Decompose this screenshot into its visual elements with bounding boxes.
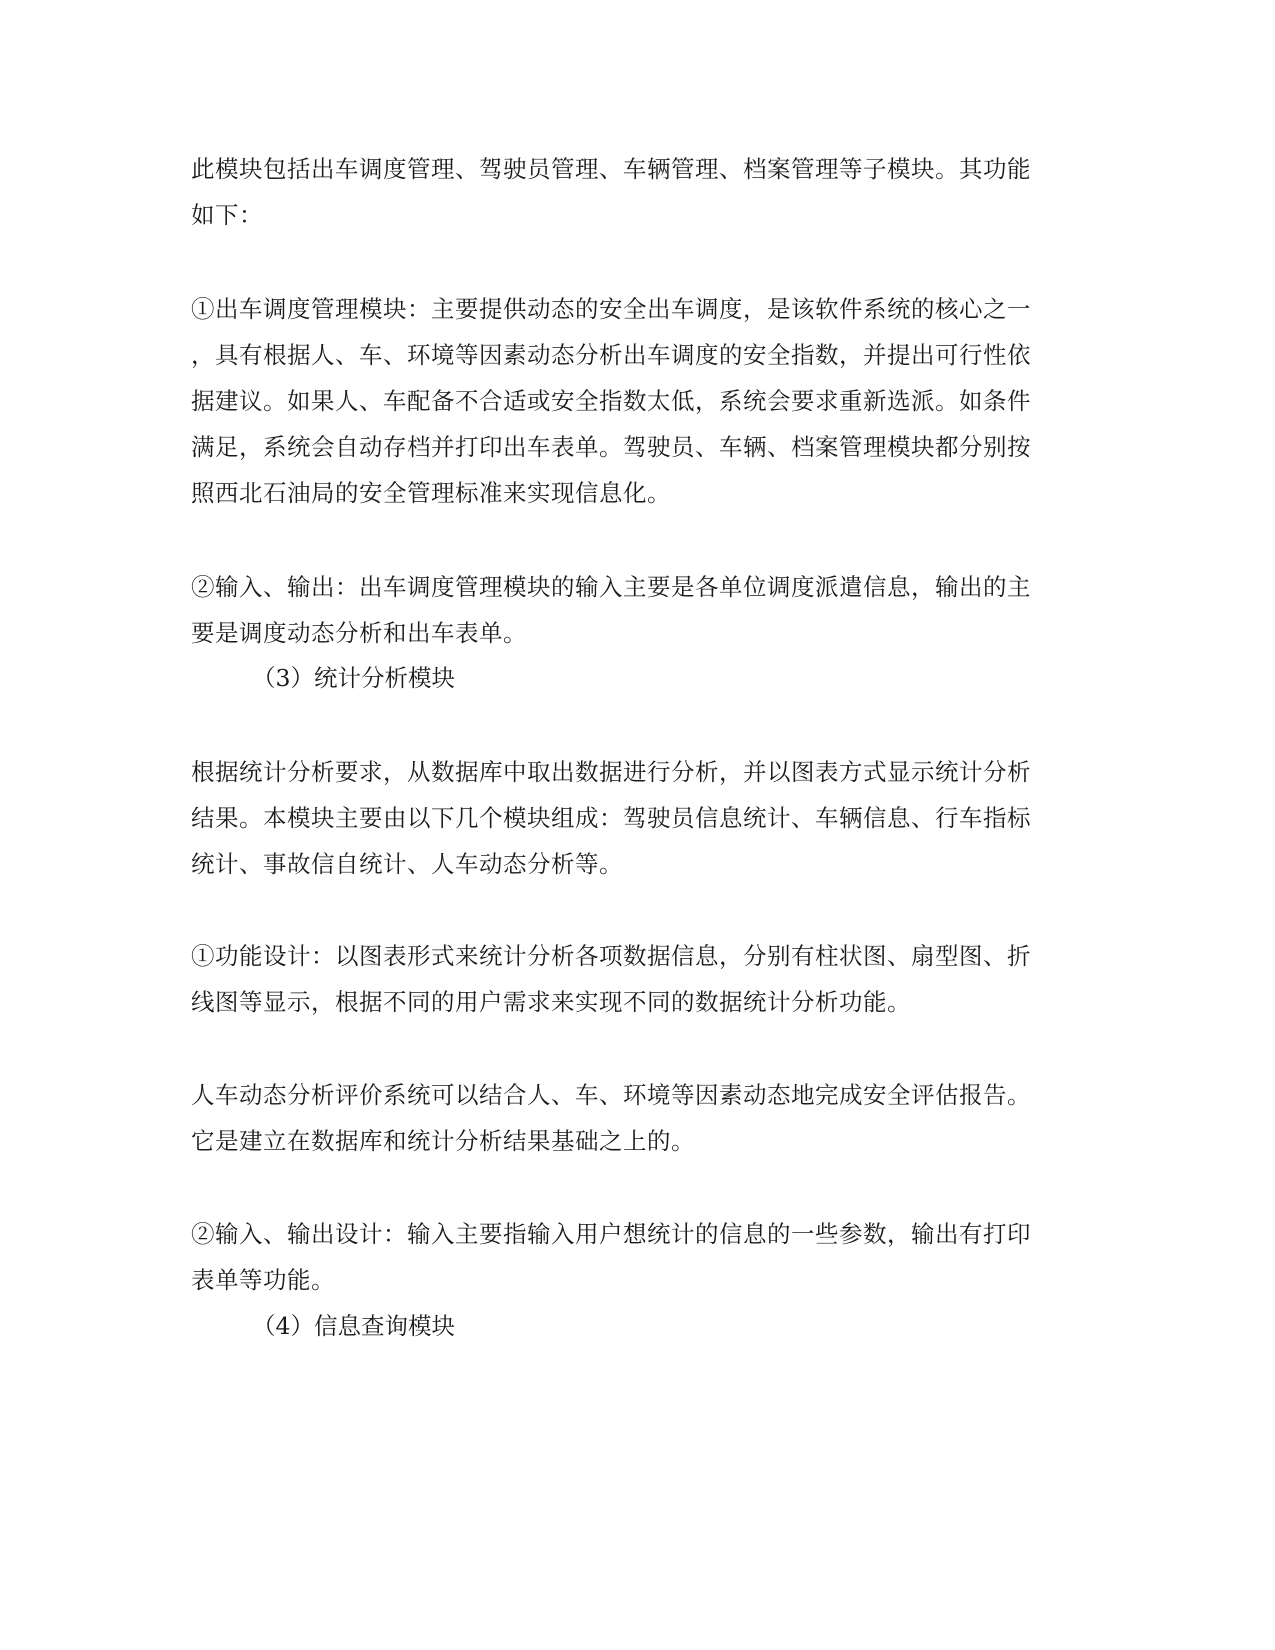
section-number: （4） [252,1312,314,1340]
text-line: 如下： [191,201,263,229]
text-line: 据建议。如果人、车配备不合适或安全指数太低，系统会要求重新选派。如条件 [191,387,1031,415]
paragraph-dispatch-io [191,564,1081,656]
text-line: ②输入、输出：出车调度管理模块的输入主要是各单位调度派遣信息，输出的主 [191,573,1031,601]
paragraph-intro [191,146,1081,238]
text-line: 它是建立在数据库和统计分析结果基础之上的。 [191,1127,695,1155]
paragraph-dispatch-module [191,286,1081,516]
section-number: （3） [252,664,314,692]
text-line: ①出车调度管理模块：主要提供动态的安全出车调度，是该软件系统的核心之一 [191,295,1031,323]
text-line: 要是调度动态分析和出车表单。 [191,619,527,647]
text-line: 此模块包括出车调度管理、驾驶员管理、车辆管理、档案管理等子模块。其功能 [191,155,1031,183]
section-heading-query [252,1303,455,1349]
section-title: 信息查询模块 [314,1312,455,1340]
text-line: ，具有根据人、车、环境等因素动态分析出车调度的安全指数，并提出可行性依 [191,341,1031,369]
text-line: 结果。本模块主要由以下几个模块组成：驾驶员信息统计、车辆信息、行车指标 [191,804,1031,832]
section-heading-statistics [252,655,455,701]
text-line: ①功能设计：以图表形式来统计分析各项数据信息，分别有柱状图、扇型图、折 [191,942,1031,970]
text-line: 人车动态分析评价系统可以结合人、车、环境等因素动态地完成安全评估报告。 [191,1081,1031,1109]
paragraph-evaluation-system [191,1072,1081,1164]
text-line: 根据统计分析要求，从数据库中取出数据进行分析，并以图表方式显示统计分析 [191,758,1031,786]
text-line: 照西北石油局的安全管理标准来实现信息化。 [191,479,671,507]
paragraph-function-design [191,933,1081,1025]
text-line: ②输入、输出设计：输入主要指输入用户想统计的信息的一些参数，输出有打印 [191,1220,1031,1248]
text-line: 线图等显示，根据不同的用户需求来实现不同的数据统计分析功能。 [191,988,911,1016]
section-title: 统计分析模块 [314,664,455,692]
text-line: 统计、事故信自统计、人车动态分析等。 [191,850,623,878]
text-line: 表单等功能。 [191,1266,335,1294]
paragraph-io-design [191,1211,1081,1303]
text-line: 满足，系统会自动存档并打印出车表单。驾驶员、车辆、档案管理模块都分别按 [191,433,1031,461]
paragraph-statistics [191,749,1081,887]
